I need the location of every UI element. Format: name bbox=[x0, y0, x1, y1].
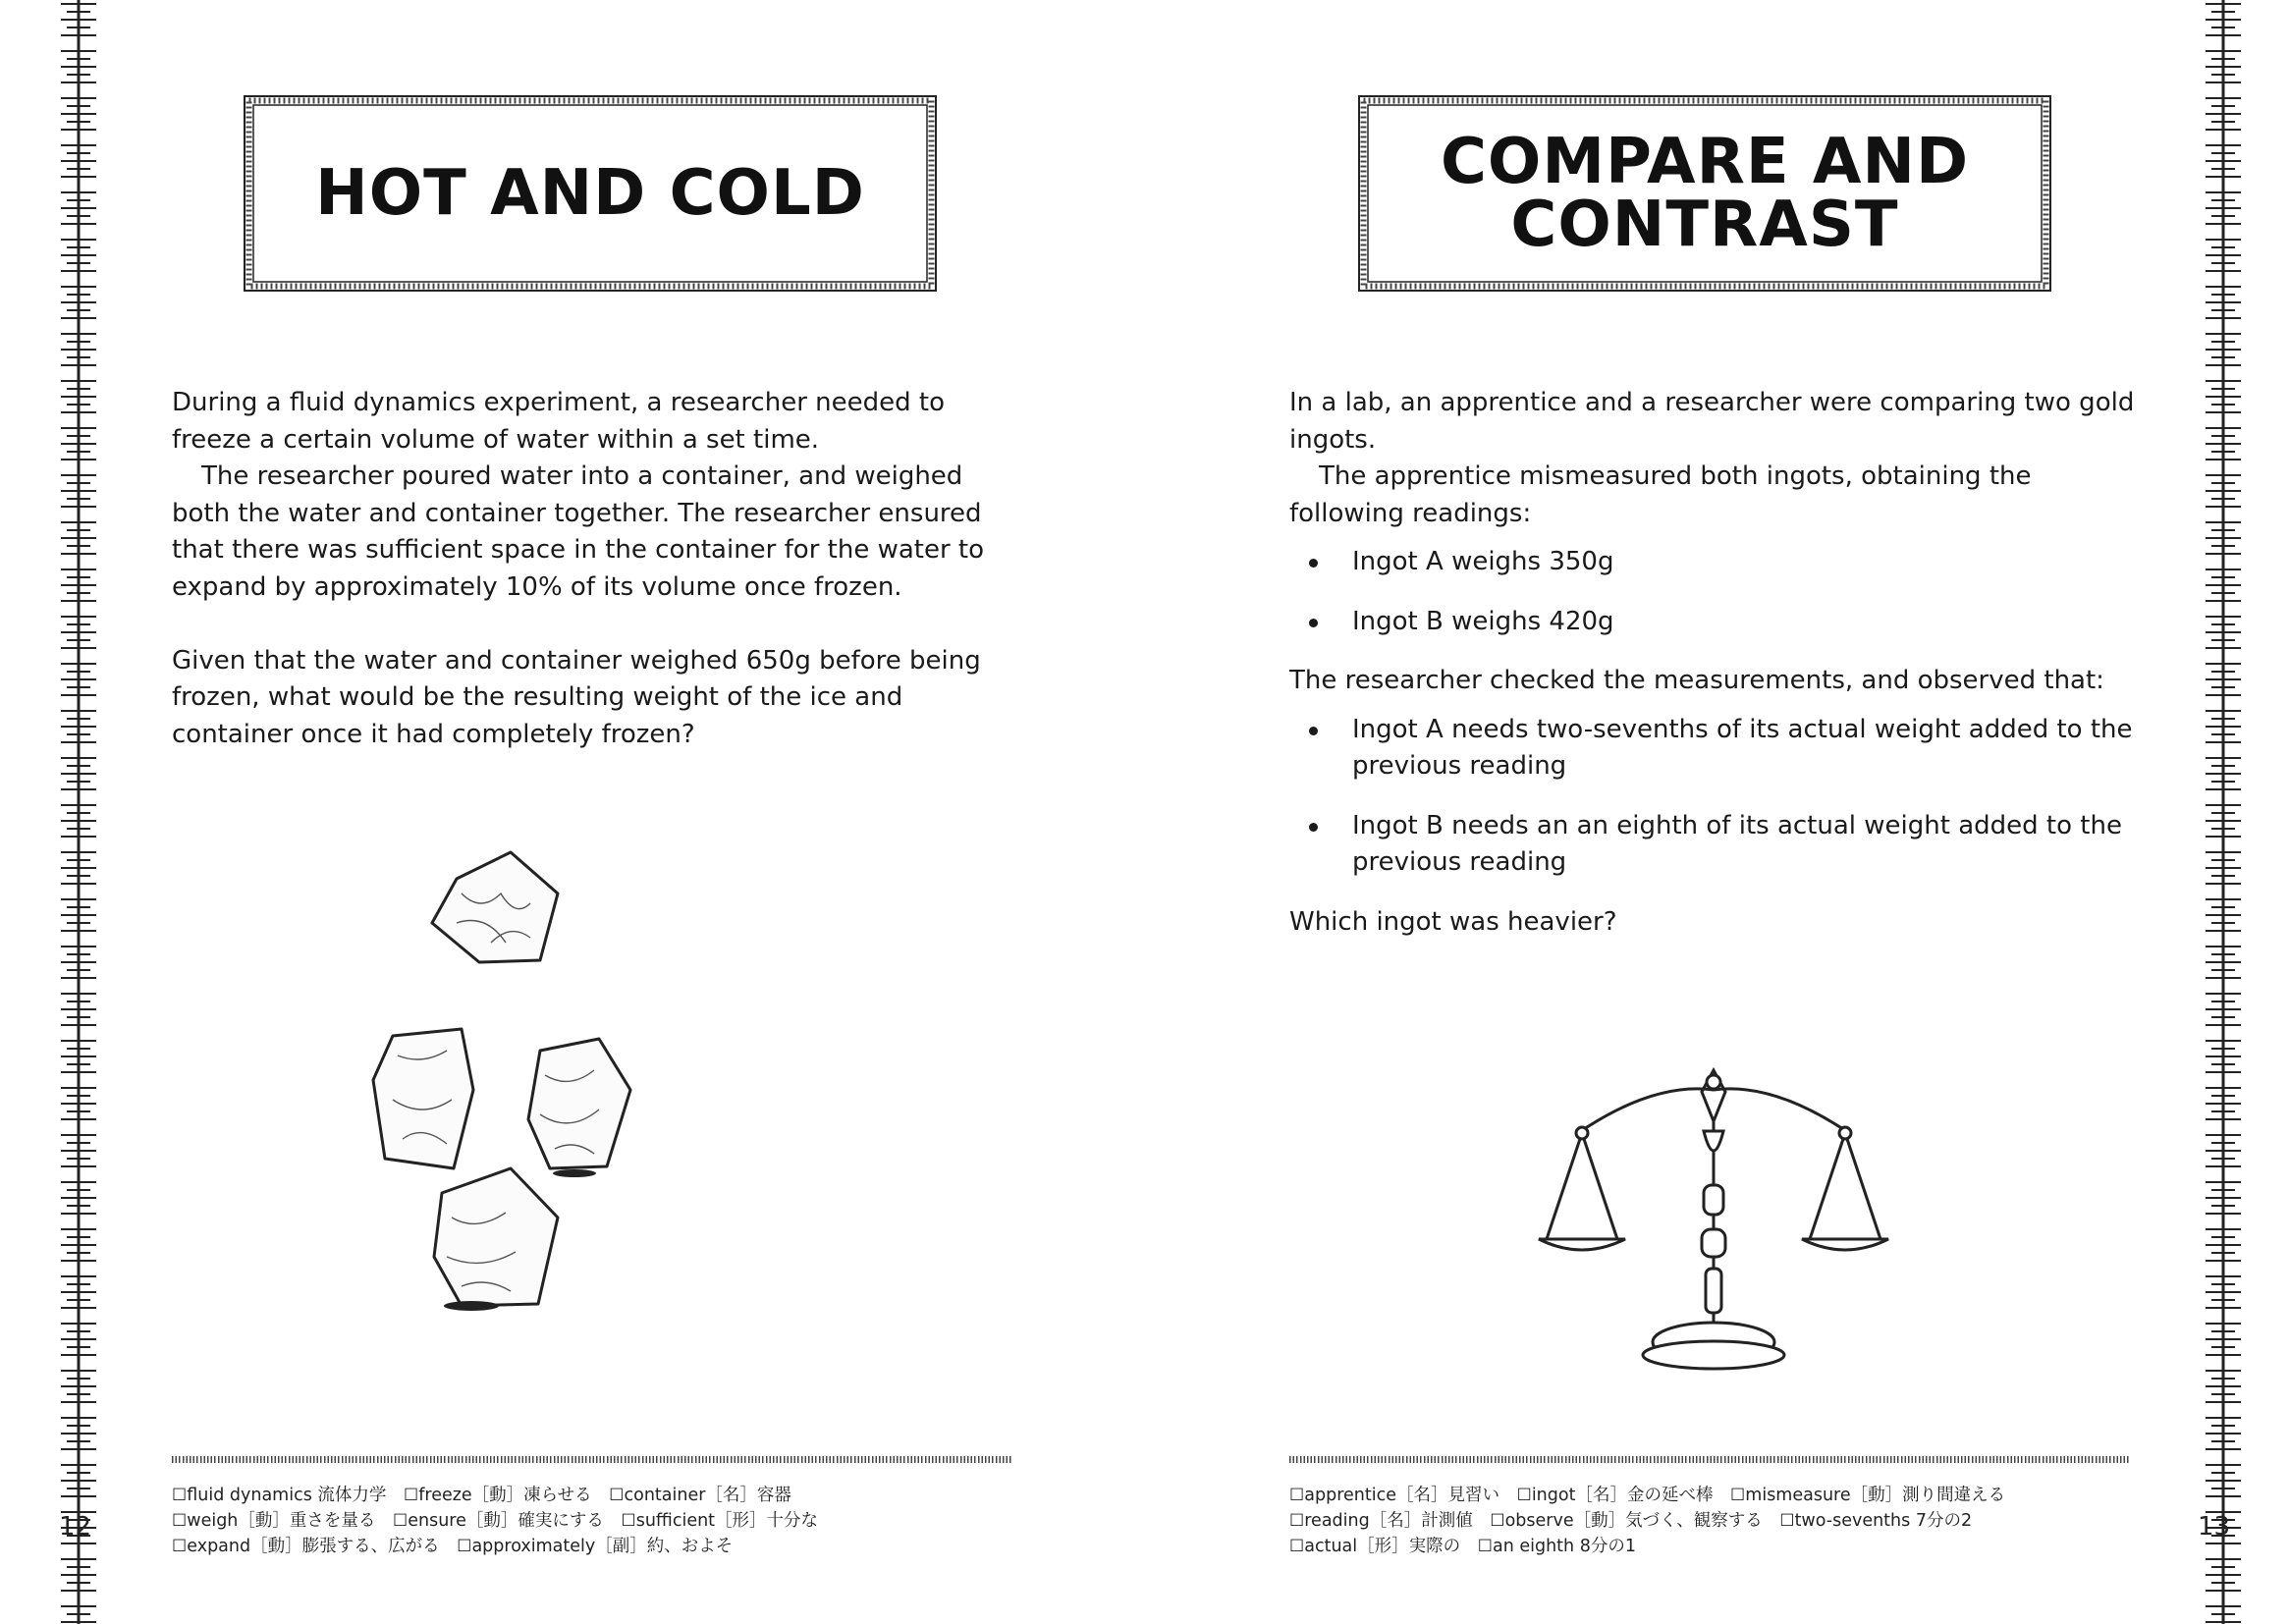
list-item: Ingot B weighs 420g bbox=[1289, 604, 2138, 641]
checkbox-icon: ☐ bbox=[1779, 1511, 1795, 1531]
observation-lead: The researcher checked the measurements, and observed that: bbox=[1289, 666, 2104, 695]
left-vocab-divider bbox=[172, 1456, 1011, 1463]
balance-scale-illustration bbox=[1537, 1062, 1890, 1386]
right-page-number: 13 bbox=[2198, 1512, 2231, 1542]
left-title-box bbox=[241, 92, 940, 295]
vocab-item: ☐apprentice［名］見習い bbox=[1289, 1486, 1499, 1505]
checkbox-icon: ☐ bbox=[392, 1511, 409, 1531]
checkbox-icon: ☐ bbox=[1477, 1537, 1493, 1556]
right-intro-2: The apprentice mismeasured both ingots, obtaining the following readings: bbox=[1289, 461, 2032, 528]
checkbox-icon: ☐ bbox=[1490, 1511, 1505, 1531]
vocab-item: ☐two-sevenths 7分の2 bbox=[1779, 1511, 1973, 1531]
vocab-item: ☐actual［形］実際の bbox=[1289, 1537, 1461, 1556]
vocab-item: ☐mismeasure［動］測り間違える bbox=[1730, 1486, 2006, 1505]
bullet-icon bbox=[1309, 823, 1318, 832]
bullet-icon bbox=[1309, 559, 1318, 568]
right-vocab-divider bbox=[1289, 1456, 2129, 1463]
left-page-title: HOT AND COLD bbox=[315, 157, 865, 230]
vocab-item: ☐reading［名］計測値 bbox=[1289, 1511, 1473, 1531]
right-vocab-list bbox=[1289, 1483, 2134, 1559]
right-spine-decoration bbox=[2204, 0, 2243, 1624]
vocab-item: ☐sufficient［形］十分な bbox=[621, 1511, 819, 1531]
left-paragraph: The researcher poured water into a container, and weighed both the water and container together. The researcher ensured that there was sufficient space in the container for the water to expand by approximately 10% of its volume once frozen. bbox=[172, 461, 985, 602]
right-problem-text bbox=[1289, 385, 2138, 941]
left-vocab-list bbox=[172, 1483, 1016, 1559]
checkbox-icon: ☐ bbox=[609, 1486, 625, 1505]
right-intro: In a lab, an apprentice and a researcher were comparing two gold ingots. bbox=[1289, 388, 2135, 455]
vocab-item: ☐approximately［副］約、およそ bbox=[457, 1537, 734, 1556]
left-problem-text bbox=[172, 385, 1018, 753]
vocab-item: ☐expand［動］膨張する、広がる bbox=[172, 1537, 440, 1556]
checkbox-icon: ☐ bbox=[1289, 1511, 1305, 1531]
list-item: Ingot A needs two-sevenths of its actual weight added to the previous reading bbox=[1289, 712, 2138, 785]
checkbox-icon: ☐ bbox=[403, 1486, 419, 1505]
vocab-item: ☐fluid dynamics 流体力学 bbox=[172, 1486, 387, 1505]
right-title-box bbox=[1355, 92, 2054, 295]
left-paragraph: During a fluid dynamics experiment, a researcher needed to freeze a certain volume of water within a set time. bbox=[172, 388, 945, 455]
vocab-item: ☐ingot［名］金の延べ棒 bbox=[1516, 1486, 1714, 1505]
checkbox-icon: ☐ bbox=[1730, 1486, 1746, 1505]
checkbox-icon: ☐ bbox=[172, 1486, 188, 1505]
readings-list bbox=[1289, 544, 2138, 640]
checkbox-icon: ☐ bbox=[1289, 1537, 1305, 1556]
vocab-item: ☐freeze［動］凍らせる bbox=[403, 1486, 592, 1505]
vocab-item: ☐weigh［動］重さを量る bbox=[172, 1511, 376, 1531]
checkbox-icon: ☐ bbox=[172, 1511, 188, 1531]
vocab-item: ☐observe［動］気づく、観察する bbox=[1490, 1511, 1763, 1531]
bullet-icon bbox=[1309, 727, 1318, 735]
vocab-item: ☐an eighth 8分の1 bbox=[1477, 1537, 1636, 1556]
checkbox-icon: ☐ bbox=[1516, 1486, 1532, 1505]
checkbox-icon: ☐ bbox=[457, 1537, 472, 1556]
list-item: Ingot A weighs 350g bbox=[1289, 544, 2138, 581]
ice-cubes-illustration bbox=[363, 844, 776, 1335]
bullet-icon bbox=[1309, 619, 1318, 627]
left-question: Given that the water and container weighed 650g before being frozen, what would be the resulting weight of the ice and container once it had completely frozen? bbox=[172, 645, 981, 749]
vocab-item: ☐ensure［動］確実にする bbox=[392, 1511, 604, 1531]
checkbox-icon: ☐ bbox=[621, 1511, 636, 1531]
right-page-title: COMPARE AND CONTRAST bbox=[1440, 126, 1970, 261]
right-question: Which ingot was heavier? bbox=[1289, 906, 1617, 937]
checkbox-icon: ☐ bbox=[172, 1537, 188, 1556]
list-item: Ingot B needs an an eighth of its actual weight added to the previous reading bbox=[1289, 808, 2138, 882]
left-page-number: 12 bbox=[59, 1512, 92, 1542]
left-spine-decoration bbox=[59, 0, 98, 1624]
vocab-item: ☐container［名］容器 bbox=[609, 1486, 791, 1505]
observations-list bbox=[1289, 712, 2138, 882]
checkbox-icon: ☐ bbox=[1289, 1486, 1305, 1505]
